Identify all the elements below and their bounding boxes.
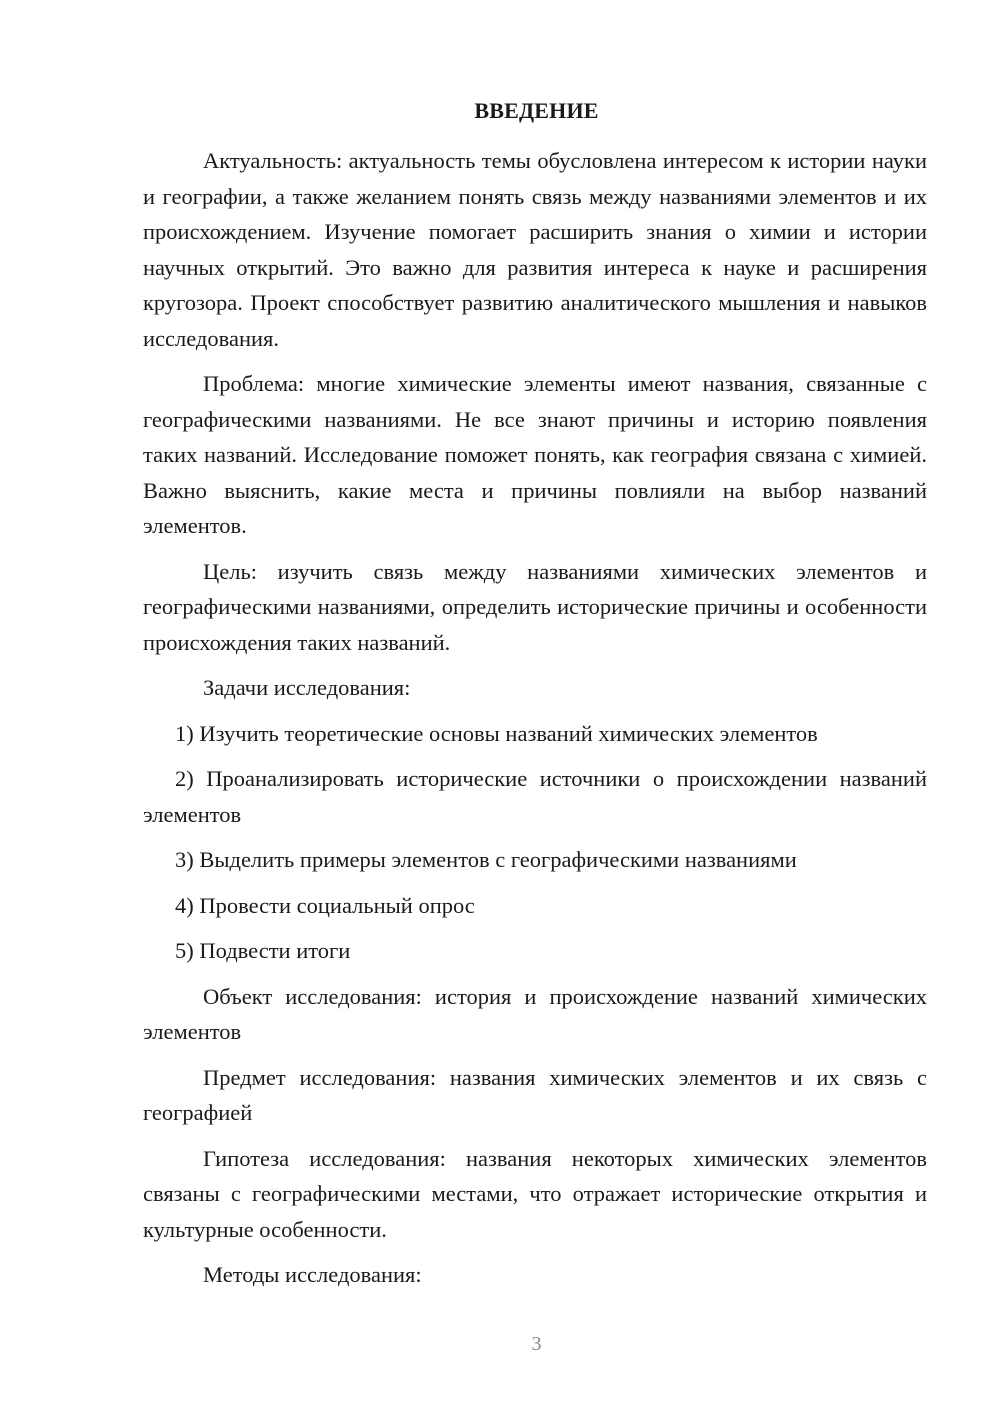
hypothesis-paragraph: Гипотеза исследования: названия некоторых химических элементов связаны с географическими местами, что отражает исторические открытия и культурные особенности. [143,1145,927,1242]
task-item-2: 2) Проанализировать исторические источники о происхождении названий элементов [143,766,927,827]
task-item-4: 4) Провести социальный опрос [175,892,475,918]
page-body [143,143,927,1303]
task-item-1: 1) Изучить теоретические основы названий химических элементов [175,720,818,746]
task-item-3: 3) Выделить примеры элементов с географическими названиями [175,847,797,872]
task-item-5: 5) Подвести итоги [175,938,351,963]
page-title: ВВЕДЕНИЕ [474,98,599,123]
methods-heading: Методы исследования: [203,1262,422,1287]
goal-paragraph: Цель: изучить связь между названиями химических элементов и географическими названиями, определить исторические причины и особенности происхождения таких названий. [143,558,927,655]
tasks-heading: Задачи исследования: [203,675,411,700]
relevance-paragraph: Актуальность: актуальность темы обусловлена интересом к истории науки и географии, а также желанием понять связь между названиями элементов и их происхождением. Изучение помогает расширить знания о химии и истории научных открытий. Это важно для развития интереса к науке и расширения кругозора. Проект способствует развитию аналитического мышления и навыков исследования. [143,148,927,351]
page-number: 3 [531,1333,542,1355]
subject-paragraph: Предмет исследования: названия химических элементов и их связь с географией [143,1064,927,1125]
problem-paragraph: Проблема: многие химические элементы имеют названия, связанные с географическими названиями. Не все знают причины и историю появления таких названий. Исследование поможет понять, как география связана с химией. Важно выяснить, какие места и причины повлияли на выбор названий элементов. [143,371,927,538]
object-paragraph: Объект исследования: история и происхождение названий химических элементов [143,983,927,1044]
